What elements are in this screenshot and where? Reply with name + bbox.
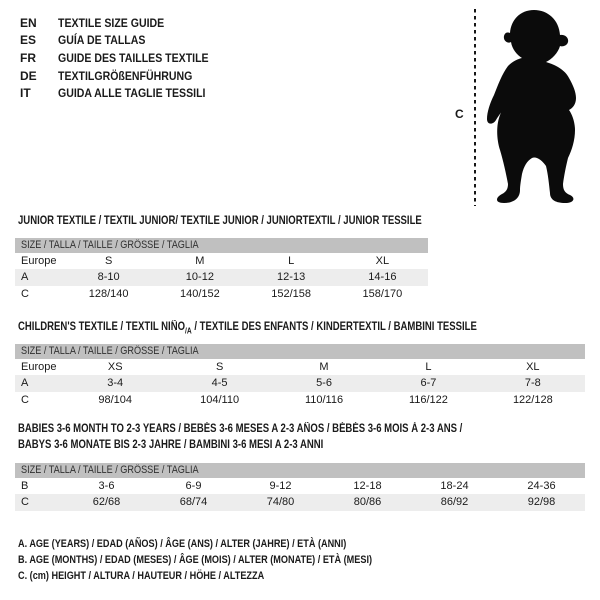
cell: 14-16 [368,271,397,284]
language-code: IT [20,86,31,101]
cell: 128/140 [88,287,129,300]
row-label: B [21,480,29,493]
footnote-a-text: A. AGE (YEARS) / EDAD (AÑOS) / ÂGE (ANS) / ALTER (JAHRE) / ETÀ (ANNI) [18,538,347,550]
language-row-es [20,32,229,50]
cell: 110/116 [304,393,344,406]
size-header-bar [15,344,585,359]
junior-size-table [15,238,428,302]
language-row-fr [20,49,229,67]
children-title-post: / TEXTILE DES ENFANTS / KINDERTEXTIL / BAMBINI TESSILE [191,321,477,333]
junior-section-title [18,215,504,228]
baby-silhouette [480,8,596,206]
table-row-europe [15,253,428,269]
footnote-b-text: B. AGE (MONTHS) / EDAD (MESES) / ÂGE (MOIS) / ALTER (MONATE) / ETÀ (MESI) [18,553,373,566]
table-row-europe [15,359,585,375]
size-header-label: SIZE / TALLA / TAILLE / GRÖSSE / TAGLIA [21,239,199,251]
cell: 5-6 [316,377,332,390]
cell: XS [107,361,123,374]
cell: 4-5 [211,377,228,390]
cell: 10-12 [185,271,214,284]
language-row-it [20,84,229,102]
height-dashed-line [474,9,476,206]
cell: XL [375,255,390,268]
table-row-height [15,286,428,302]
children-title-sub: /A [185,326,192,336]
cell: L [425,361,432,374]
language-guide [20,14,229,102]
cell: 74/80 [266,496,295,509]
footnotes [18,537,445,584]
cell: 152/158 [271,287,311,300]
children-title-pre: CHILDREN'S TEXTILE / TEXTIL NIÑO [18,321,186,333]
size-header-label: SIZE / TALLA / TAILLE / GRÖSSE / TAGLIA [21,464,199,476]
row-label: C [21,393,29,406]
row-label: A [21,377,29,390]
row-label: Europe [21,255,57,268]
cell: 18-24 [440,480,469,493]
size-header-bar [15,238,428,253]
cell: 80/86 [353,496,382,509]
language-label: TEXTILGRÖßENFÜHRUNG [58,68,193,83]
footnote-a [18,537,445,553]
language-label: GUIDE DES TAILLES TEXTILE [58,50,209,65]
cell: 158/170 [362,287,403,300]
children-size-table [15,344,585,408]
row-label: Europe [21,361,57,374]
cell: 24-36 [527,480,556,493]
children-section-title [18,321,571,337]
cell: 68/74 [179,496,208,509]
cell: S [215,361,224,374]
cell: 62/68 [92,496,121,509]
babies-size-table [15,463,585,511]
babies-section-title [18,422,553,453]
children-title-text [18,321,477,337]
cell: 86/92 [440,496,469,509]
language-code: FR [20,50,36,65]
table-row-months [15,478,585,494]
cell: M [195,255,205,268]
cell: M [319,361,329,374]
language-row-en [20,14,229,32]
cell: 3-4 [107,377,124,390]
language-code: DE [20,68,37,83]
row-label: C [21,496,29,509]
language-row-de [20,67,229,85]
cell: 12-13 [277,271,306,284]
table-row-height [15,392,585,408]
language-label: GUIDA ALLE TAGLIE TESSILI [58,86,206,101]
cell: 12-18 [353,480,382,493]
babies-title-line1: BABIES 3-6 MONTH TO 2-3 YEARS / BEBÉS 3-6 MESES A 2-3 AÑOS / BÉBÉS 3-6 MOIS À 2-3 ANS / [18,423,463,435]
footnote-c [18,569,445,585]
cell: 8-10 [97,271,120,284]
cell: 104/110 [200,393,240,406]
language-code: EN [20,15,37,30]
cell: 122/128 [512,393,553,406]
cell: 116/122 [408,393,448,406]
language-label: TEXTILE SIZE GUIDE [58,15,165,30]
cell: L [288,255,295,268]
row-label: C [21,287,29,300]
size-header-label: SIZE / TALLA / TAILLE / GRÖSSE / TAGLIA [21,345,199,357]
cell: 7-8 [524,377,541,390]
size-header-bar [15,463,585,478]
cell: 9-12 [269,480,292,493]
height-measure-label: C [455,107,464,121]
table-row-height [15,494,585,510]
cell: 92/98 [527,496,556,509]
table-row-age [15,269,428,285]
cell: 98/104 [98,393,133,406]
cell: 6-9 [185,480,202,493]
language-label: GUÍA DE TALLAS [58,33,146,48]
babies-title-line2: BABYS 3-6 MONATE BIS 2-3 JAHRE / BAMBINI 3-6 MESI A 2-3 ANNI [18,438,324,451]
cell: 3-6 [98,480,115,493]
cell: 6-7 [420,377,437,390]
cell: XL [526,361,540,374]
row-label: A [21,271,29,284]
junior-title-text: JUNIOR TEXTILE / TEXTIL JUNIOR/ TEXTILE JUNIOR / JUNIORTEXTIL / JUNIOR TESSILE [18,215,422,227]
footnote-c-text: C. (cm) HEIGHT / ALTURA / HAUTEUR / HÖHE / ALTEZZA [18,569,265,582]
cell: S [104,255,113,268]
language-code: ES [20,33,37,48]
table-row-age [15,375,585,391]
cell: 140/152 [179,287,220,300]
footnote-b [18,553,445,569]
